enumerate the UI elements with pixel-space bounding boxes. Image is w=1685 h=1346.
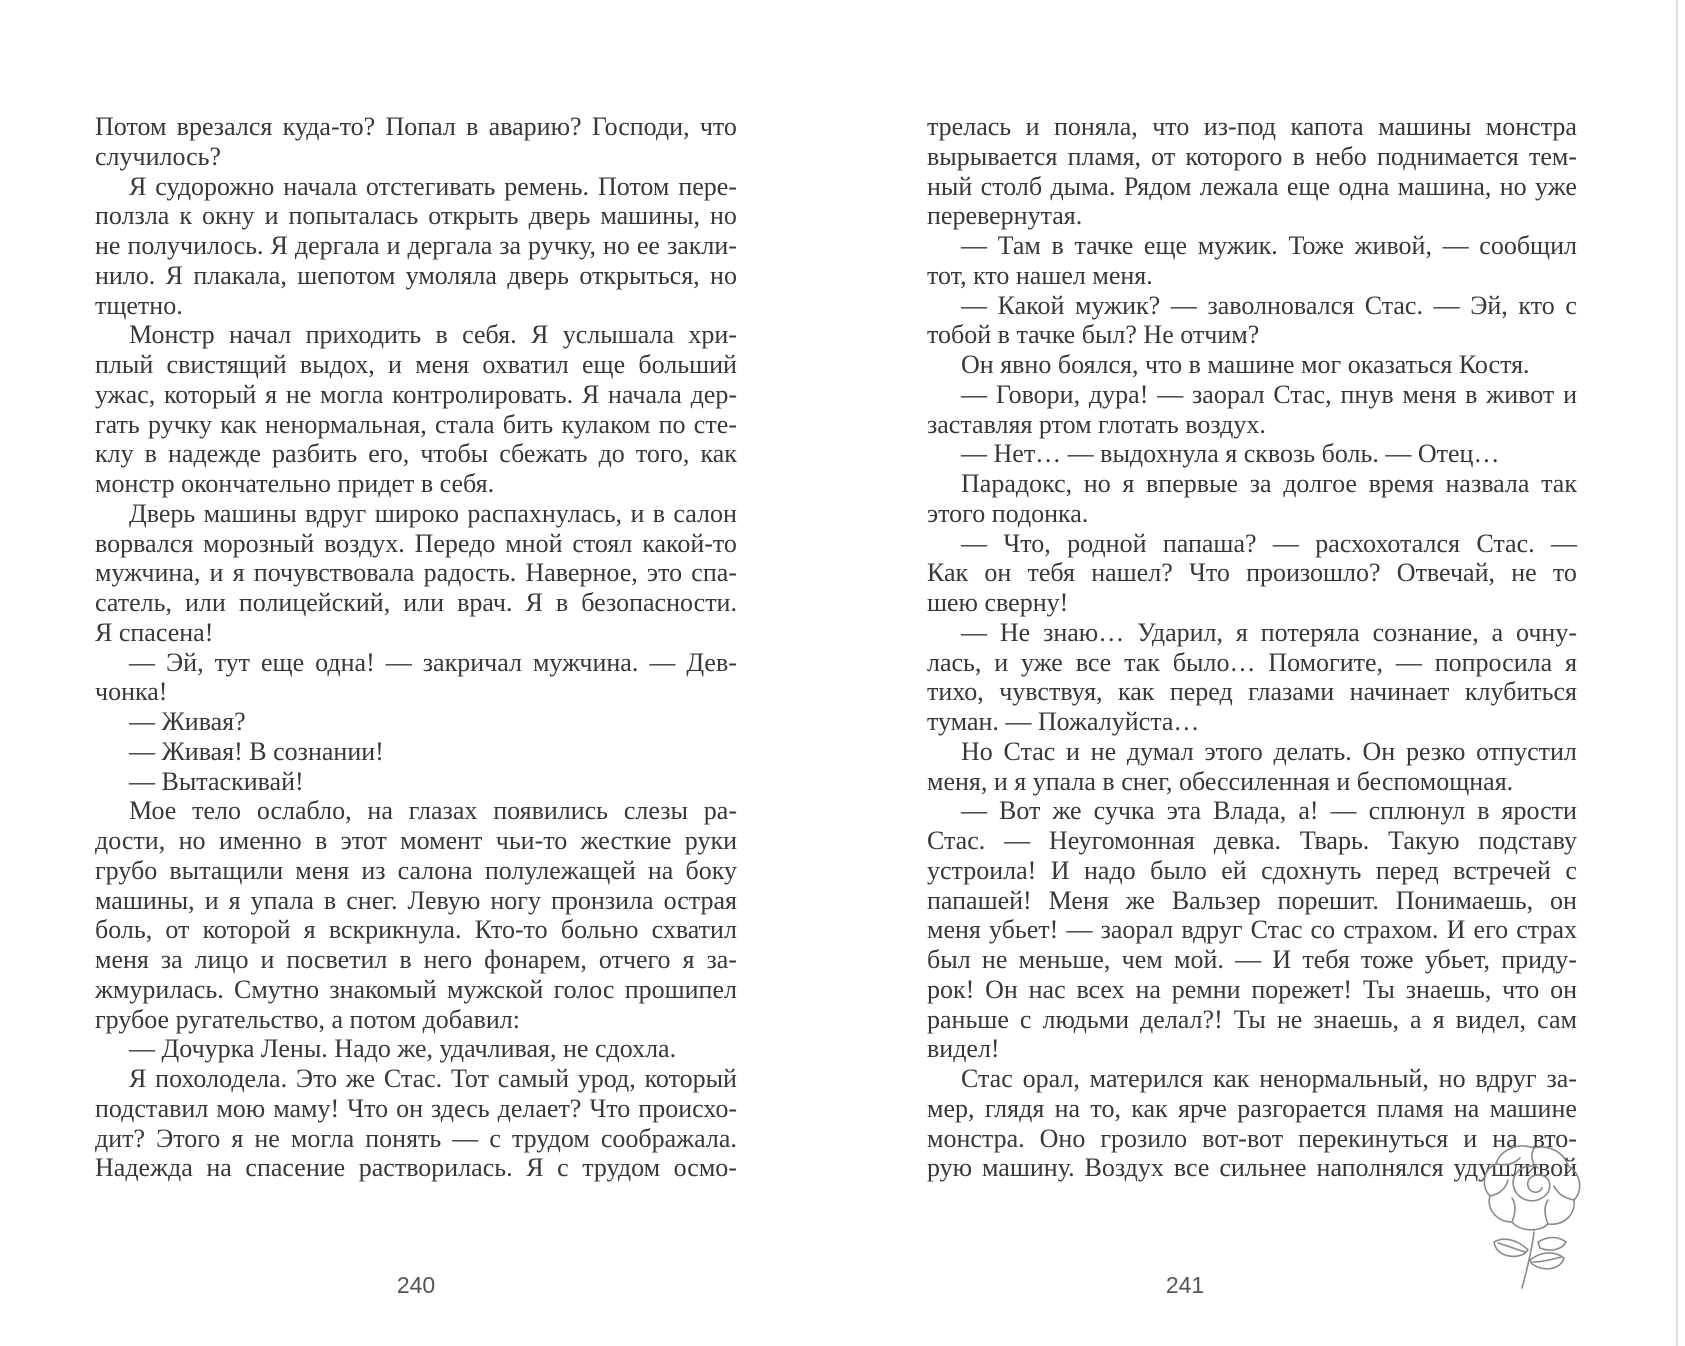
text-line: трелась и поняла, что из-под капота машины монстра	[927, 112, 1577, 141]
text-line: ный столб дыма. Рядом лежала еще одна машина, но уже	[927, 171, 1577, 201]
text-line: монстр окончательно придет в себя.	[95, 469, 495, 498]
text-line: был не меньше, чем мой. — И тебя тоже убьет, приду-	[927, 945, 1577, 974]
page-edge-line	[1676, 0, 1678, 1346]
text-line: дит? Этого я не могла понять — с трудом соображала.	[95, 1123, 737, 1153]
text-line: — Не знаю… Ударил, я потеряла сознание, а очну-	[961, 617, 1577, 647]
text-line: устроила! И надо было ей сдохнуть перед встречей с	[927, 855, 1577, 885]
text-line: — Нет… — выдохнула я сквозь боль. — Отец…	[961, 439, 1500, 469]
text-line: Как он тебя нашел? Что произошло? Отвечай, не то	[927, 558, 1577, 588]
text-line: не получилось. Я дергала и дергала за ручку, но ее закли-	[95, 231, 737, 260]
text-line: Потом врезался куда-то? Попал в аварию? Господи, что	[95, 112, 737, 141]
text-line: — Что, родной папаша? — расхохотался Стас. —	[961, 528, 1577, 558]
text-line: ползла к окну и попыталась открыть дверь машины, но	[95, 201, 737, 231]
text-line: мужчина, и я почувствовала радость. Наверное, это спа-	[95, 558, 737, 588]
text-line: плый свистящий выдох, и меня охватил еще больший	[95, 350, 737, 379]
text-line: — Говори, дура! — заорал Стас, пнув меня в живот и	[961, 379, 1577, 409]
text-line: Надежда на спасение растворилась. Я с трудом осмо-	[95, 1153, 737, 1183]
text-line: чонка!	[95, 677, 168, 707]
text-line: вырывается пламя, от которого в небо поднимается тем-	[927, 141, 1577, 171]
text-line: Он явно боялся, что в машине мог оказаться Костя.	[961, 350, 1530, 379]
left-page-text-column	[95, 112, 737, 1183]
text-line: — Эй, тут еще одна! — закричал мужчина. — Дев-	[129, 647, 737, 677]
text-line: меня, и я упала в снег, обессиленная и беспомощная.	[927, 766, 1514, 796]
text-line: — Вот же сучка эта Влада, а! — сплюнул в ярости	[961, 796, 1577, 826]
text-line: перевернутая.	[927, 201, 1083, 231]
text-line: тихо, чувствуя, как перед глазами начинает клубиться	[927, 677, 1577, 707]
text-line: Я судорожно начала отстегивать ремень. Потом пере-	[129, 171, 737, 201]
text-line: Стас. — Неугомонная девка. Тварь. Такую подставу	[927, 826, 1577, 855]
text-line: боль, от которой я вскрикнула. Кто-то больно схватил	[95, 915, 737, 945]
text-line: папашей! Меня же Вальзер порешит. Понимаешь, он	[927, 885, 1577, 915]
text-line: ужас, который я не могла контролировать. Я начала дер-	[95, 379, 737, 409]
text-line: видел!	[927, 1034, 1000, 1064]
text-line: заставляя ртом глотать воздух.	[927, 409, 1266, 439]
text-line: — Живая?	[129, 707, 246, 736]
text-line: — Там в тачке еще мужик. Тоже живой, — сообщил	[961, 231, 1577, 260]
text-line: Я похолодела. Это же Стас. Тот самый урод, который	[129, 1064, 737, 1093]
text-line: подставил мою маму! Что он здесь делает? Что происхо-	[95, 1093, 737, 1123]
text-line: лась, и уже все так было… Помогите, — попросила я	[927, 647, 1577, 677]
text-line: случилось?	[95, 141, 222, 171]
text-line: раньше с людьми делал?! Ты не знаешь, а я видел, сам	[927, 1004, 1577, 1034]
text-line: шею сверну!	[927, 588, 1069, 617]
text-line: тобой в тачке был? Не отчим?	[927, 320, 1260, 350]
text-line: — Вытаскивай!	[129, 766, 304, 796]
text-line: грубо вытащили меня из салона полулежащей на боку	[95, 855, 737, 885]
text-line: ворвался морозный воздух. Передо мной стоял какой-то	[95, 528, 737, 558]
text-line: Стас орал, матерился как ненормальный, но вдруг за-	[961, 1064, 1577, 1093]
text-line: дости, но именно в этот момент чьи-то жесткие руки	[95, 826, 737, 855]
text-line: Монстр начал приходить в себя. Я услышала хри-	[129, 320, 737, 350]
text-line: Но Стас и не думал этого делать. Он резко отпустил	[961, 736, 1577, 766]
rose-icon	[1478, 1142, 1590, 1294]
text-line: тот, кто нашел меня.	[927, 260, 1153, 290]
text-line: мер, глядя на то, как ярче разгорается пламя на машине	[927, 1093, 1577, 1123]
text-line: меня за лицо и посветил в него фонарем, отчего я за-	[95, 945, 737, 974]
text-line: этого подонка.	[927, 498, 1089, 528]
left-page-number: 240	[396, 1272, 436, 1298]
text-line: — Дочурка Лены. Надо же, удачливая, не сдохла.	[129, 1034, 677, 1064]
text-line: монстра. Оно грозило вот-вот перекинуться и на вто-	[927, 1123, 1577, 1153]
right-page-text-column	[927, 112, 1577, 1183]
text-line: Дверь машины вдруг широко распахнулась, и в салон	[129, 498, 737, 528]
text-line: — Какой мужик? — заволновался Стас. — Эй, кто с	[961, 290, 1577, 320]
text-line: Парадокс, но я впервые за долгое время назвала так	[961, 469, 1577, 498]
text-line: — Живая! В сознании!	[129, 736, 384, 766]
text-line: нило. Я плакала, шепотом умоляла дверь открыться, но	[95, 260, 737, 290]
text-line: гать ручку как ненормальная, стала бить кулаком по сте-	[95, 409, 737, 439]
text-line: рок! Он нас всех на ремни порежет! Ты знаешь, что он	[927, 974, 1577, 1004]
text-line: рую машину. Воздух все сильнее наполнялся удушливой	[927, 1153, 1577, 1183]
text-line: Я спасена!	[95, 617, 214, 647]
text-line: туман. — Пожалуйста…	[927, 707, 1200, 736]
text-line: машины, и я упала в снег. Левую ногу пронзила острая	[95, 885, 737, 915]
text-line: сатель, или полицейский, или врач. Я в безопасности.	[95, 588, 737, 617]
text-line: Мое тело ослабло, на глазах появились слезы ра-	[129, 796, 737, 826]
text-line: жмурилась. Смутно знакомый мужской голос прошипел	[95, 974, 737, 1004]
text-line: тщетно.	[95, 290, 183, 320]
text-line: меня убьет! — заорал вдруг Стас со страхом. И его страх	[927, 915, 1577, 945]
right-page-number: 241	[1165, 1272, 1205, 1298]
text-line: грубое ругательство, а потом добавил:	[95, 1004, 520, 1034]
text-line: клу в надежде разбить его, чтобы сбежать до того, как	[95, 439, 737, 469]
